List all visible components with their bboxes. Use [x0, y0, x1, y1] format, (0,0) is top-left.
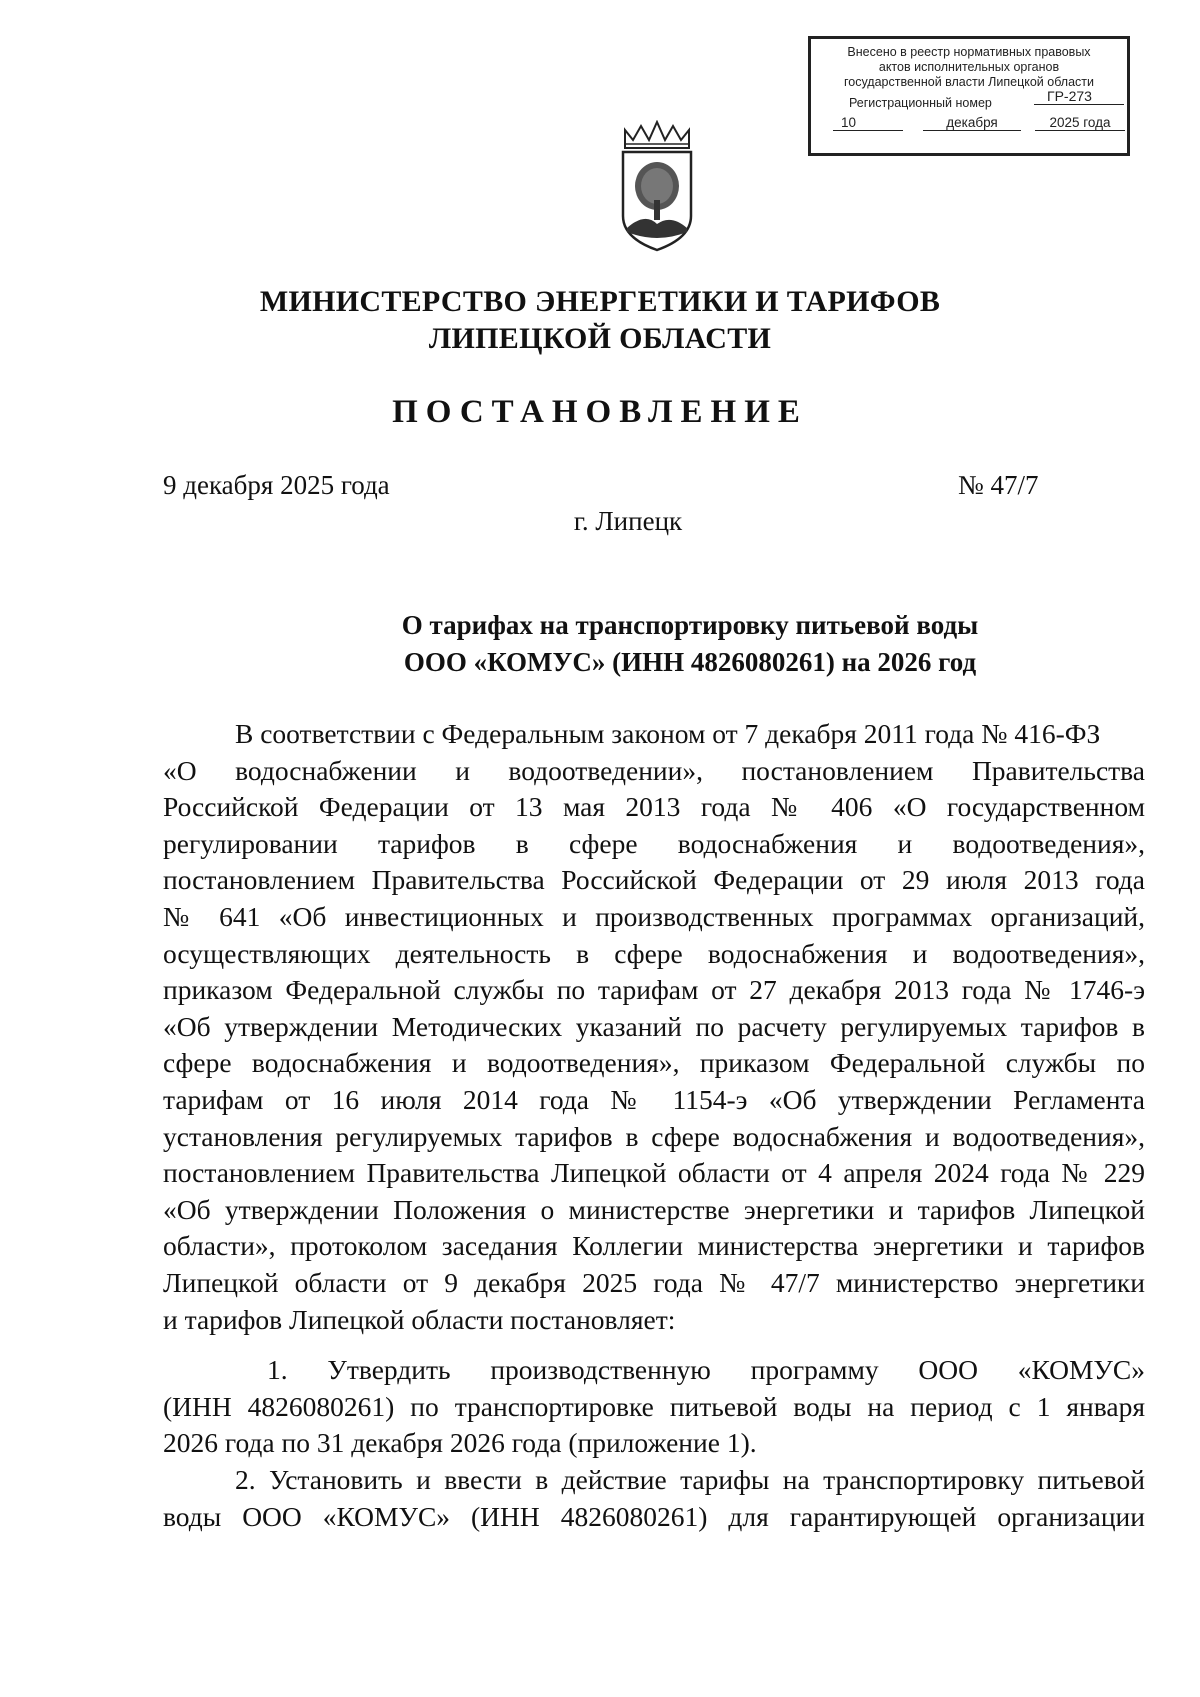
body-line: осуществляющих деятельность в сфере водоснабжения и водоотведения»,	[163, 937, 1145, 969]
document-type: ПОСТАНОВЛЕНИЕ	[392, 394, 808, 430]
registration-stamp	[808, 36, 1130, 156]
preamble-paragraph	[163, 716, 1145, 1338]
subject-line1: О тарифах на транспортировку питьевой воды	[401, 610, 979, 640]
body-line: «Об утверждении Методических указаний по расчету регулируемых тарифов в	[163, 1010, 1145, 1042]
item-2-paragraph	[163, 1462, 1145, 1535]
item-line: 2026 года по 31 декабря 2026 года (приложение 1).	[163, 1427, 757, 1459]
item-1-paragraph	[163, 1352, 1145, 1462]
item-line: 2. Установить и ввести в действие тарифы на транспортировку питьевой	[235, 1464, 1145, 1495]
body-line: регулировании тарифов в сфере водоснабжения и водоотведения»,	[163, 827, 1145, 859]
item-line: 1. Утвердить производственную программу ООО «КОМУС»	[267, 1354, 1145, 1385]
document-date: 9 декабря 2025 года	[163, 470, 390, 500]
ministry-title-line1: МИНИСТЕРСТВО ЭНЕРГЕТИКИ И ТАРИФОВ	[259, 285, 941, 318]
coat-of-arms-icon	[615, 120, 699, 256]
body-line: приказом Федеральной службы по тарифам от 27 декабря 2013 года № 1746-э	[163, 974, 1145, 1006]
document-city: г. Липецк	[573, 506, 683, 536]
body-line: Липецкой области от 9 декабря 2025 года № 47/7 министерство энергетики	[163, 1266, 1145, 1298]
body-line: «Об утверждении Положения о министерстве энергетики и тарифов Липецкой	[163, 1193, 1145, 1225]
body-line: области», протоколом заседания Коллегии министерства энергетики и тарифов	[163, 1230, 1145, 1262]
body-line: установления регулируемых тарифов в сфере водоснабжения и водоотведения»,	[163, 1120, 1145, 1152]
subject-line2: ООО «КОМУС» (ИНН 4826080261) на 2026 год	[403, 647, 977, 677]
ministry-title-line2: ЛИПЕЦКОЙ ОБЛАСТИ	[428, 322, 772, 355]
stamp-day: 10	[833, 115, 903, 131]
stamp-reg-label: Регистрационный номер	[849, 96, 992, 110]
body-line: В соответствии с Федеральным законом от 7 декабря 2011 года № 416-ФЗ	[235, 718, 1101, 749]
body-line: тарифам от 16 июля 2014 года № 1154-э «Об утверждении Регламента	[163, 1083, 1145, 1115]
body-line: «О водоснабжении и водоотведении», постановлением Правительства	[163, 754, 1145, 786]
stamp-line: Внесено в реестр нормативных правовых	[847, 45, 1091, 59]
item-line: (ИНН 4826080261) по транспортировке питьевой воды на период с 1 января	[163, 1390, 1145, 1422]
stamp-reg-number: ГР-273	[1047, 88, 1092, 104]
body-line: и тарифов Липецкой области постановляет:	[163, 1303, 676, 1335]
document-number: № 47/7	[958, 470, 1039, 500]
item-line: воды ООО «КОМУС» (ИНН 4826080261) для гарантирующей организации	[163, 1500, 1145, 1532]
body-line: № 641 «Об инвестиционных и производственных программах организаций,	[163, 900, 1145, 932]
stamp-year: 2025 года	[1035, 115, 1125, 131]
body-line: постановлением Правительства Липецкой области от 4 апреля 2024 года № 229	[163, 1157, 1145, 1189]
stamp-line: государственной власти Липецкой области	[843, 75, 1095, 89]
stamp-line: актов исполнительных органов	[878, 60, 1060, 74]
body-line: постановлением Правительства Российской Федерации от 29 июля 2013 года	[163, 864, 1145, 896]
stamp-month: декабря	[923, 115, 1021, 131]
body-line: Российской Федерации от 13 мая 2013 года № 406 «О государственном	[163, 791, 1145, 823]
body-line: сфере водоснабжения и водоотведения», приказом Федеральной службы по	[163, 1047, 1145, 1079]
